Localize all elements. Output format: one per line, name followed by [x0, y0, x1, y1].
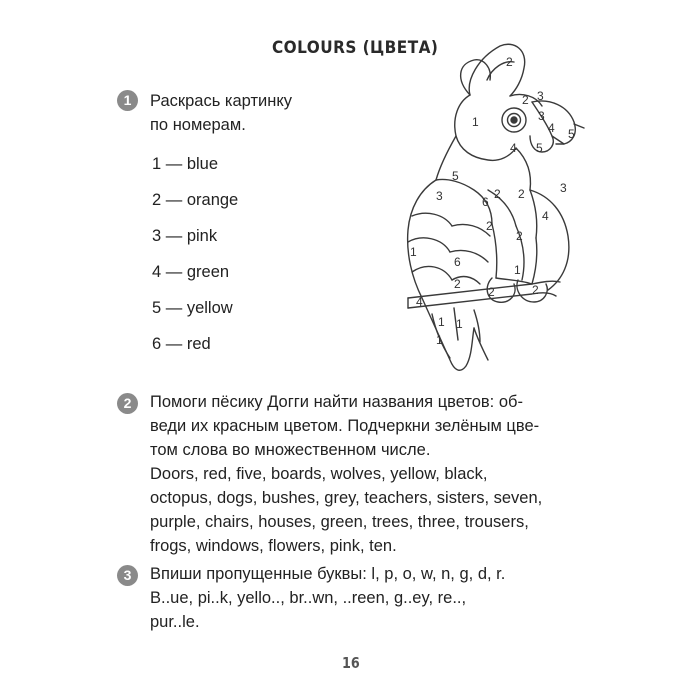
svg-text:5: 5: [452, 169, 459, 183]
task-2-text-line-1: Помоги пёсику Догги найти названия цветов: об-: [150, 393, 523, 411]
task-2-number-badge: 2: [117, 393, 138, 414]
svg-text:3: 3: [538, 109, 545, 123]
colour-key-item: 4 — green: [152, 263, 230, 281]
page-title: COLOURS (ЦВЕТА): [272, 38, 439, 58]
svg-text:6: 6: [454, 255, 461, 269]
task-2-text-line-3: том слова во множественном числе.: [150, 441, 431, 459]
parrot-colouring-picture: [392, 40, 592, 380]
svg-text:1: 1: [472, 115, 479, 129]
page-number: 16: [342, 654, 360, 672]
svg-text:3: 3: [560, 181, 567, 195]
task-3-number-badge: 3: [117, 565, 138, 586]
task-1-instruction-line-2: по номерам.: [150, 116, 246, 134]
svg-text:2: 2: [488, 285, 495, 299]
task-3-gap-words-line-2: pur..le.: [150, 613, 200, 631]
svg-text:4: 4: [542, 209, 549, 223]
svg-text:2: 2: [522, 93, 529, 107]
task-3-instruction-line: Впиши пропущенные буквы: l, p, o, w, n, g, d, r.: [150, 565, 506, 583]
svg-text:1: 1: [456, 317, 463, 331]
task-2-word-list-line-3: purple, chairs, houses, green, trees, three, trousers,: [150, 513, 529, 531]
colour-key-list: [152, 152, 238, 368]
task-2-word-list-line-1: Doors, red, five, boards, wolves, yellow, black,: [150, 465, 488, 483]
task-2-word-list-line-2: octopus, dogs, bushes, grey, teachers, sisters, seven,: [150, 489, 543, 507]
svg-text:1: 1: [410, 245, 417, 259]
colour-key-item: 6 — red: [152, 335, 211, 353]
svg-text:5: 5: [568, 127, 575, 141]
svg-text:2: 2: [518, 187, 525, 201]
colour-key-item: 5 — yellow: [152, 299, 233, 317]
svg-text:1: 1: [438, 315, 445, 329]
svg-text:1: 1: [514, 263, 521, 277]
svg-text:2: 2: [506, 55, 513, 69]
svg-text:3: 3: [537, 89, 544, 103]
colour-key-item: 3 — pink: [152, 227, 218, 245]
svg-text:2: 2: [532, 283, 539, 297]
svg-text:2: 2: [486, 219, 493, 233]
svg-text:3: 3: [436, 189, 443, 203]
svg-text:6: 6: [482, 195, 489, 209]
colour-key-item: 2 — orange: [152, 191, 239, 209]
svg-text:2: 2: [516, 229, 523, 243]
task-1-instruction-line-1: Раскрась картинку: [150, 92, 292, 110]
svg-text:4: 4: [548, 121, 555, 135]
svg-text:2: 2: [494, 187, 501, 201]
task-3-gap-words-line-1: B..ue, pi..k, yello.., br..wn, ..reen, g..ey, re..,: [150, 589, 467, 607]
task-2-word-list-line-4: frogs, windows, flowers, pink, ten.: [150, 537, 397, 555]
svg-text:4: 4: [510, 141, 517, 155]
svg-text:5: 5: [536, 141, 543, 155]
task-2-text-line-2: веди их красным цветом. Подчеркни зелёным цве-: [150, 417, 540, 435]
svg-text:2: 2: [454, 277, 461, 291]
task-1-number-badge: 1: [117, 90, 138, 111]
svg-text:4: 4: [416, 295, 423, 309]
svg-text:1: 1: [436, 333, 443, 347]
colour-key-item: 1 — blue: [152, 155, 219, 173]
